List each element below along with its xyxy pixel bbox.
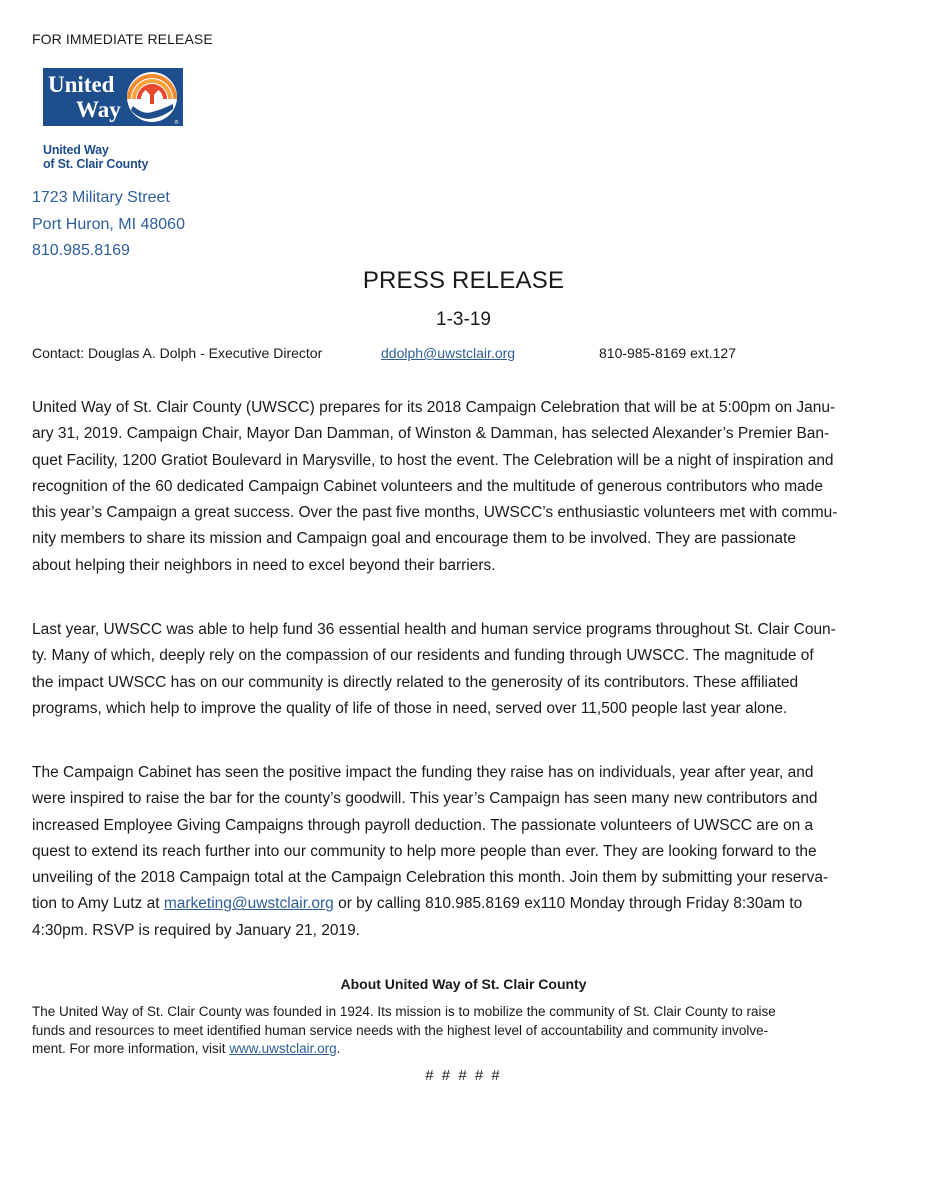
about-text-before: ment. For more information, visit	[32, 1041, 230, 1056]
address-city: Port Huron, MI 48060	[32, 215, 185, 233]
paragraph-line: The Campaign Cabinet has seen the positive impact the funding they raise has on individuals, year after year, and	[32, 764, 814, 781]
united-way-logo	[43, 68, 183, 126]
paragraph-campaign-celebration	[32, 395, 899, 579]
paragraph-funded-programs	[32, 617, 899, 722]
org-name-line1: United Way	[43, 143, 109, 157]
contact-label: Contact: Douglas A. Dolph - Executive Director	[32, 345, 323, 361]
about-line	[32, 1040, 892, 1059]
about-line: funds and resources to meet identified human service needs with the highest level of accountability and community involve-	[32, 1022, 769, 1038]
paragraph-line: this year’s Campaign a great success. Over the past five months, UWSCC’s enthusiastic volunteers met with commu-	[32, 504, 838, 522]
end-of-release-mark: # # # # #	[425, 1067, 502, 1084]
about-text-after: .	[336, 1041, 341, 1056]
paragraph-line: United Way of St. Clair County (UWSCC) prepares for its 2018 Campaign Celebration that will be at 5:00pm on Janu-	[32, 399, 836, 416]
about-line: The United Way of St. Clair County was founded in 1924. Its mission is to mobilize the community of St. Clair County to raise	[32, 1004, 776, 1019]
paragraph-line: quest to extend its reach further into our community to help more people than ever. They are looking forward to the	[32, 842, 817, 860]
paragraph-line: Last year, UWSCC was able to help fund 36 essential health and human service programs throughout St. Clair Coun-	[32, 621, 836, 638]
org-name-line2: of St. Clair County	[43, 157, 149, 171]
paragraph-line: increased Employee Giving Campaigns through payroll deduction. The passionate volunteers of UWSCC are on a	[32, 816, 814, 834]
paragraph-line: programs, which help to improve the quality of life of those in need, served over 11,500 people last year alone.	[32, 699, 788, 717]
logo-word-united: United	[48, 72, 115, 97]
page-title: PRESS RELEASE	[362, 267, 565, 294]
marketing-email-link[interactable]: marketing@uwstclair.org	[163, 895, 334, 913]
paragraph-line	[32, 891, 899, 917]
paragraph-line: ary 31, 2019. Campaign Chair, Mayor Dan Damman, of Winston & Damman, has selected Alexander’s Premier Ban-	[32, 425, 830, 443]
rsvp-text-after: or by calling 810.985.8169 ex110 Monday through Friday 8:30am to	[333, 895, 803, 913]
paragraph-line: were inspired to raise the bar for the county’s goodwill. This year’s Campaign has seen many new contributors and	[32, 790, 818, 808]
paragraph-line: unveiling of the 2018 Campaign total at the Campaign Celebration this month. Join them by submitting your reserva-	[32, 869, 829, 887]
paragraph-line: recognition of the 60 dedicated Campaign Cabinet volunteers and the multitude of generous contributors who made	[32, 477, 823, 495]
logo-word-way: Way	[76, 97, 121, 122]
paragraph-campaign-cabinet	[32, 760, 899, 944]
release-tag: FOR IMMEDIATE RELEASE	[32, 31, 213, 47]
address-street: 1723 Military Street	[32, 189, 170, 206]
paragraph-line: nity members to share its mission and Campaign goal and encourage them to be involved. They are passionate	[32, 530, 796, 548]
rsvp-text-before: tion to Amy Lutz at	[32, 895, 164, 913]
paragraph-line: quet Facility, 1200 Gratiot Boulevard in Marysville, to host the event. The Celebration will be a night of inspiration and	[32, 451, 834, 469]
about-body	[32, 1003, 892, 1059]
united-way-hand-rainbow-icon	[127, 72, 177, 122]
paragraph-line: 4:30pm. RSVP is required by January 21, 2019.	[32, 921, 360, 939]
paragraph-line: about helping their neighbors in need to excel beyond their barriers.	[32, 556, 496, 574]
website-link[interactable]: www.uwstclair.org	[229, 1041, 337, 1056]
united-way-logo-mark	[43, 68, 183, 126]
address-block	[32, 185, 185, 265]
org-name	[43, 143, 148, 171]
release-date: 1-3-19	[436, 309, 491, 330]
about-heading: About United Way of St. Clair County	[340, 976, 587, 992]
paragraph-line: the impact UWSCC has on our community is directly related to the generosity of its contributors. These affiliated	[32, 673, 799, 691]
registered-mark-icon: ®	[174, 120, 179, 126]
contact-email-link[interactable]: ddolph@uwstclair.org	[381, 345, 516, 361]
paragraph-line: ty. Many of which, deeply rely on the compassion of our residents and funding through UWSCC. The magnitude of	[32, 647, 814, 665]
contact-phone: 810-985-8169 ext.127	[599, 345, 736, 361]
address-phone: 810.985.8169	[32, 242, 130, 259]
